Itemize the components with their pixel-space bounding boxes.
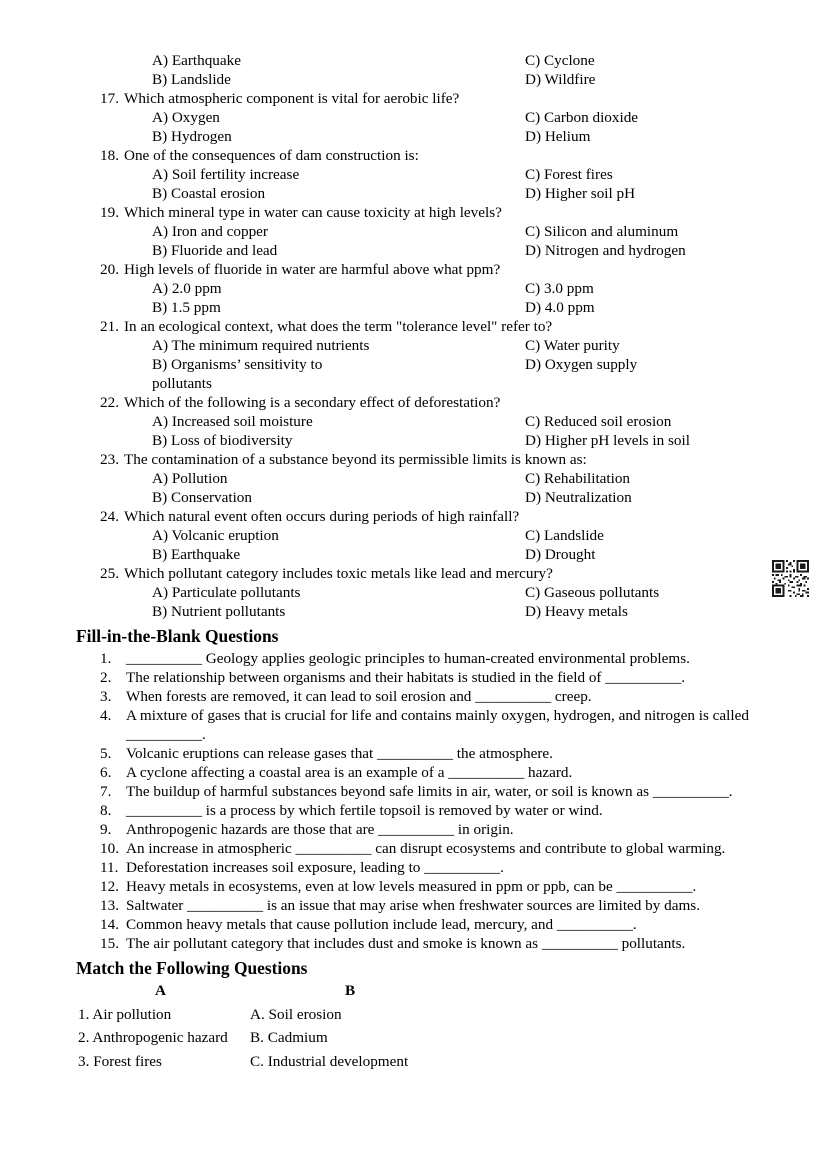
option-right: D) Higher pH levels in soil [525,432,690,449]
match-col-b-item: A. Soil erosion [250,1005,342,1023]
option-right: C) Reduced soil erosion [525,413,672,430]
option-left: A) The minimum required nutrients [152,337,370,354]
option-left: pollutants [152,375,212,392]
option-right: D) Oxygen supply [525,356,638,373]
question-line [100,450,769,469]
option-left: A) Earthquake [152,52,241,69]
mcq-question [100,89,769,146]
option-left: A) Particulate pollutants [152,584,301,601]
option-row [152,70,769,89]
option-left: B) Hydrogen [152,128,232,145]
question-line [100,564,769,583]
match-col-a-item: 2. Anthropogenic hazard [78,1029,228,1046]
mcq-question [100,260,769,317]
fib-item-text: The relationship between organisms and their habitats is studied in the field of __________. [126,669,686,686]
fib-item-number: 11. [100,859,119,876]
fib-item [100,896,769,915]
question-number: 17. [100,90,119,107]
option-right: C) Water purity [525,337,620,354]
question-line [100,203,769,222]
fib-item [100,782,769,801]
question-number: 23. [100,451,119,468]
match-col-b-item: C. Industrial development [250,1052,409,1070]
option-left: A) Iron and copper [152,223,268,240]
option-right: C) Cyclone [525,52,595,69]
fib-item [100,839,769,858]
option-left: B) 1.5 ppm [152,299,221,316]
mcq-question [100,450,769,507]
option-left: A) 2.0 ppm [152,280,222,297]
fib-item [100,744,769,763]
fib-item-text: Anthropogenic hazards are those that are __________ in origin. [126,821,514,838]
option-row [152,222,769,241]
match-col-a-item: 1. Air pollution [78,1005,172,1023]
option-right: C) Carbon dioxide [525,109,639,126]
option-row [152,51,769,70]
fib-item [100,763,769,782]
fib-item-text: Deforestation increases soil exposure, leading to __________. [126,859,504,876]
fib-item [100,820,769,839]
qr-code-icon [772,560,809,597]
option-right: D) 4.0 ppm [525,299,595,316]
option-row [152,526,769,545]
match-section-heading: Match the Following Questions [76,958,308,978]
question-number: 20. [100,261,119,278]
option-row [152,184,769,203]
option-row [152,298,769,317]
option-right: D) Heavy metals [525,603,628,620]
option-row [152,108,769,127]
question-text: Which pollutant category includes toxic metals like lead and mercury? [124,565,553,582]
option-left: A) Pollution [152,470,228,487]
match-col-b-item: B. Cadmium [250,1029,328,1046]
question-line [100,507,769,526]
question-line [100,317,769,336]
question-line [100,146,769,165]
option-left: B) Landslide [152,71,231,88]
fib-item-number: 7. [100,783,112,800]
fib-item-text: The buildup of harmful substances beyond safe limits in air, water, or soil is known as __________. [126,783,733,800]
question-number: 25. [100,565,119,582]
fib-item-text: An increase in atmospheric __________ can disrupt ecosystems and contribute to global warming. [126,840,726,857]
fib-item [100,649,769,668]
match-header-row [78,981,769,1000]
question-line [100,260,769,279]
option-left: A) Increased soil moisture [152,413,313,430]
question-number: 22. [100,394,119,411]
fib-item-text: A cyclone affecting a coastal area is an example of a __________ hazard. [126,764,573,781]
option-left: B) Nutrient pollutants [152,603,286,620]
option-row [152,241,769,260]
option-row [152,412,769,431]
fib-item-text: Heavy metals in ecosystems, even at low levels measured in ppm or ppb, can be __________. [126,878,697,895]
fib-item-text: __________ is a process by which fertile topsoil is removed by water or wind. [126,802,603,819]
mcq-section [76,51,769,621]
match-section [78,981,769,1071]
option-left: B) Organisms’ sensitivity to [152,356,323,373]
option-right: D) Drought [525,546,596,563]
option-left: B) Loss of biodiversity [152,432,293,449]
option-right: C) Landslide [525,527,604,544]
fib-item-number: 6. [100,764,112,781]
question-number: 24. [100,508,119,525]
fib-item [100,706,769,744]
mcq-question [100,564,769,621]
fib-item-text: Saltwater __________ is an issue that may arise when freshwater sources are limited by dams. [126,897,701,914]
option-row [152,545,769,564]
option-row [152,431,769,450]
fib-item-text: When forests are removed, it can lead to soil erosion and __________ creep. [126,688,592,705]
fib-item [100,668,769,687]
option-row [152,165,769,184]
match-col-a-header: A [155,982,166,999]
fib-section-heading: Fill-in-the-Blank Questions [76,626,279,646]
question-text: Which of the following is a secondary effect of deforestation? [124,394,501,411]
match-row [78,1028,769,1047]
option-right: C) Silicon and aluminum [525,223,679,240]
fib-item [100,801,769,820]
question-text: In an ecological context, what does the term "tolerance level" refer to? [124,318,553,335]
mcq-question [100,507,769,564]
option-row [152,583,769,602]
question-text: Which atmospheric component is vital for aerobic life? [124,90,460,107]
fib-item-number: 15. [100,935,119,952]
fib-item-number: 2. [100,669,112,686]
fib-item-text: Volcanic eruptions can release gases that __________ the atmosphere. [126,745,553,762]
option-left: A) Soil fertility increase [152,166,300,183]
option-right: D) Neutralization [525,489,632,506]
option-row [152,374,769,393]
question-number: 19. [100,204,119,221]
option-right: C) Gaseous pollutants [525,584,660,601]
option-left: A) Volcanic eruption [152,527,279,544]
mcq-question [100,203,769,260]
fib-item-text: __________ Geology applies geologic principles to human-created environmental problems. [126,650,690,667]
option-row [152,469,769,488]
option-left: A) Oxygen [152,109,220,126]
option-left: B) Fluoride and lead [152,242,278,259]
option-right: D) Nitrogen and hydrogen [525,242,686,259]
option-right: C) Rehabilitation [525,470,631,487]
option-right: C) Forest fires [525,166,613,183]
option-left: B) Earthquake [152,546,241,563]
match-col-a-item: 3. Forest fires [78,1052,162,1070]
fib-item-number: 10. [100,840,119,857]
fib-item-number: 8. [100,802,112,819]
fib-item [100,877,769,896]
fib-item-number: 3. [100,688,112,705]
option-row [152,355,769,374]
option-row [152,336,769,355]
mcq-question [100,317,769,393]
option-right: D) Helium [525,128,591,145]
mcq-question [100,146,769,203]
fib-item [100,915,769,934]
fib-item-number: 4. [100,707,112,724]
option-row [152,127,769,146]
match-col-b-header: B [345,982,356,999]
fib-item-number: 5. [100,745,112,762]
question-text: The contamination of a substance beyond its permissible limits is known as: [124,451,587,468]
fib-item-text: Common heavy metals that cause pollution include lead, mercury, and __________. [126,916,637,933]
option-row [152,602,769,621]
fib-item-number: 12. [100,878,119,895]
option-right: C) 3.0 ppm [525,280,594,297]
fib-item-number: 14. [100,916,119,933]
question-text: High levels of fluoride in water are harmful above what ppm? [124,261,501,278]
question-number: 18. [100,147,119,164]
question-text: Which natural event often occurs during periods of high rainfall? [124,508,520,525]
option-left: B) Conservation [152,489,252,506]
fib-item-text: A mixture of gases that is crucial for life and contains mainly oxygen, hydrogen, and nitrogen is called __________. [126,707,749,743]
fib-item [100,687,769,706]
option-row [152,488,769,507]
fib-item-number: 9. [100,821,112,838]
option-right: D) Higher soil pH [525,185,636,202]
option-right [525,374,769,393]
question-text: One of the consequences of dam construction is: [124,147,419,164]
mcq-question [100,51,769,89]
question-number: 21. [100,318,119,335]
fib-item-number: 13. [100,897,119,914]
question-line [100,89,769,108]
match-row [78,1052,769,1071]
match-row [78,1005,769,1024]
question-line [100,393,769,412]
fib-item-number: 1. [100,650,112,667]
option-left: B) Coastal erosion [152,185,266,202]
option-right: D) Wildfire [525,71,596,88]
fib-item [100,858,769,877]
option-row [152,279,769,298]
fib-item [100,934,769,953]
match-rows [78,1005,769,1071]
mcq-question [100,393,769,450]
question-text: Which mineral type in water can cause toxicity at high levels? [124,204,502,221]
fib-item-text: The air pollutant category that includes dust and smoke is known as __________ pollutants. [126,935,686,952]
fib-list [76,649,769,953]
